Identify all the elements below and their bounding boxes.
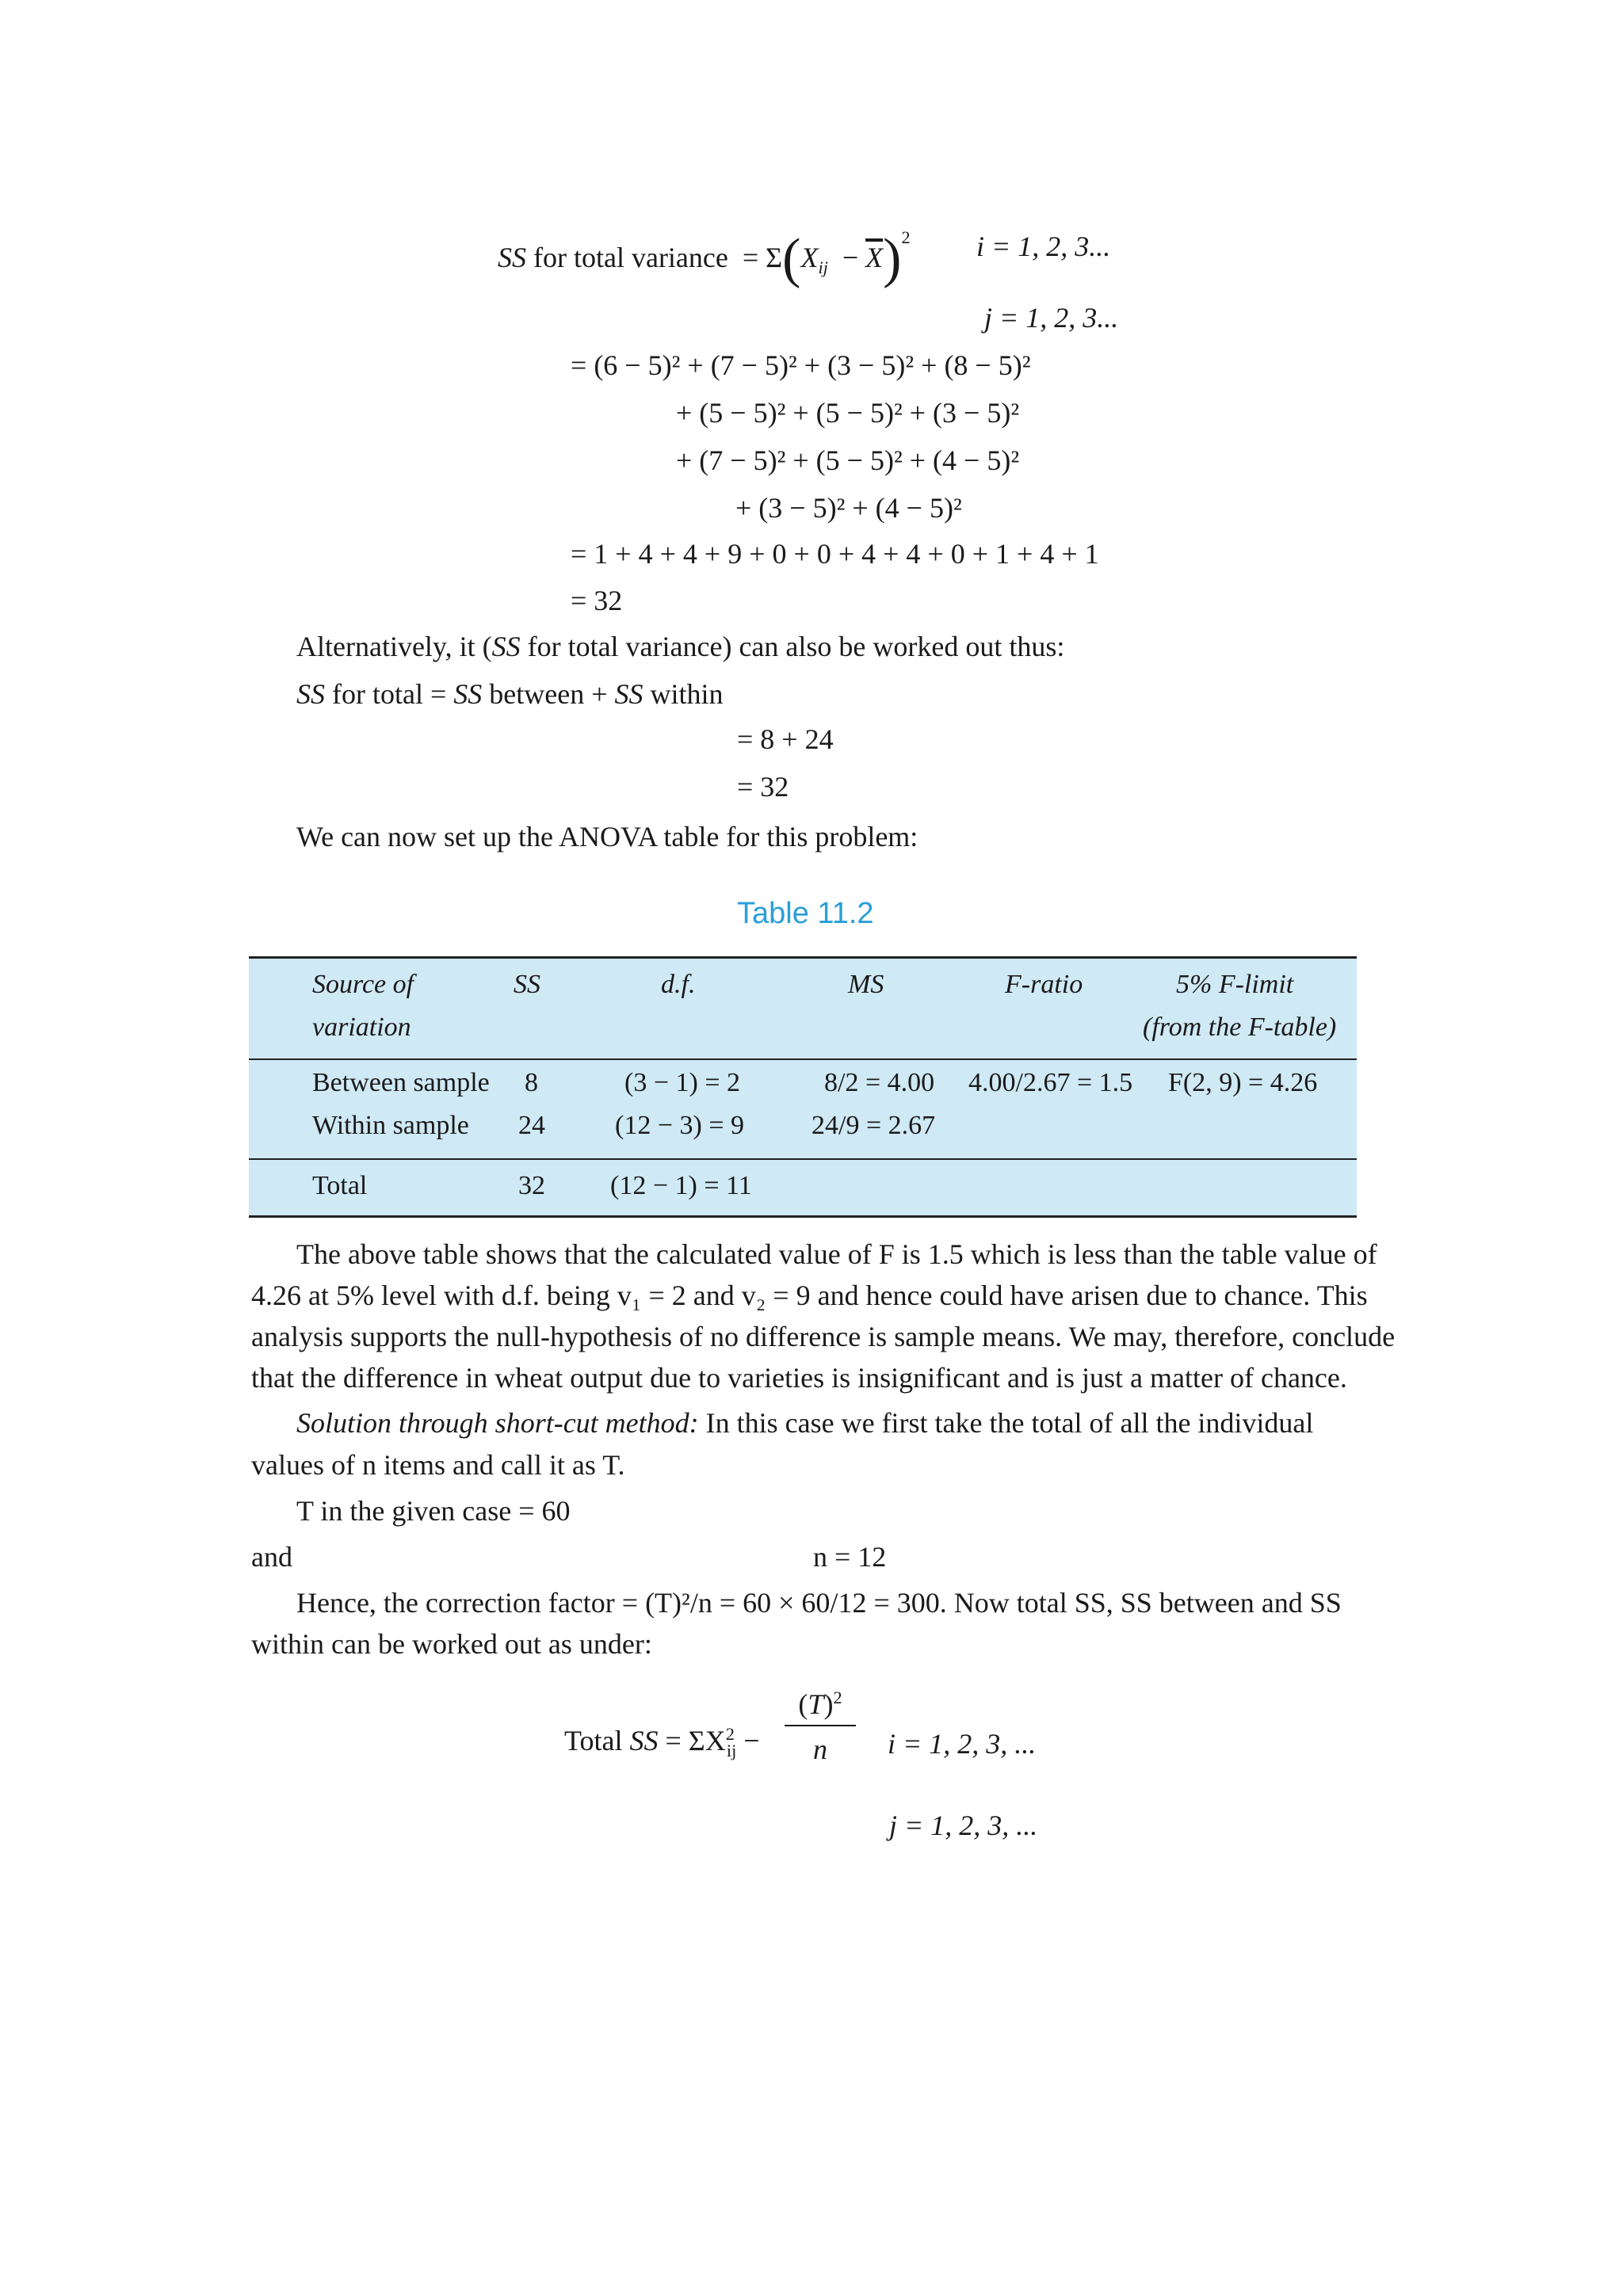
expansion-line-1: = (6 − 5)² + (7 − 5)² + (3 − 5)² + (8 − 5)² <box>571 349 1031 381</box>
and-label: and <box>251 1541 292 1573</box>
total-df: (12 − 1) = 11 <box>610 1171 752 1200</box>
expansion-line-3: + (7 − 5)² + (5 − 5)² + (4 − 5)² <box>676 444 1020 476</box>
row-2-df: (12 − 3) = 9 <box>615 1111 744 1140</box>
row-2-ms: 24/9 = 2.67 <box>812 1111 936 1140</box>
ss-symbol: SS <box>498 242 526 273</box>
total-source: Total <box>312 1171 368 1200</box>
total-variance-formula: SS for total variance = $\Sigma(X_{ij} - \overline{X})^2$ <box>498 227 911 289</box>
row-1-f-ratio: 4.00/2.67 = 1.5 <box>968 1068 1133 1097</box>
formula-label: for total variance <box>533 242 728 273</box>
para1-line2: 4.26 at 5% level with d.f. being v₁ = 2 and v₂ = 9 and hence could have arisen due to chance. This <box>251 1280 1368 1311</box>
para2-line1: Solution through short-cut method: In this case we first take the total of all the individual <box>296 1407 1314 1439</box>
row-2-source: Within sample <box>312 1111 469 1140</box>
alternative-text: Alternatively, it (SS for total variance) can also be worked out thus: <box>296 631 1065 662</box>
j-range: j = 1, 2, 3... <box>984 302 1119 334</box>
header-df: d.f. <box>661 970 696 999</box>
alternative-step-2: = 32 <box>737 771 789 803</box>
row-1-df: (3 − 1) = 2 <box>624 1068 740 1097</box>
para1-line1: The above table shows that the calculated value of F is 1.5 which is less than the table value of <box>296 1238 1377 1270</box>
t-value: T in the given case = 60 <box>296 1495 571 1527</box>
table-header-row <box>249 959 1357 1060</box>
para3-line1: Hence, the correction factor = (T)²/n = 60 × 60/12 = 300. Now total SS, SS between and SS <box>296 1587 1342 1619</box>
row-1-source: Between sample <box>312 1068 490 1097</box>
table-title: Table 11.2 <box>737 897 874 930</box>
header-f-limit-2: (from the F-table) <box>1143 1013 1337 1042</box>
para1-line3: analysis supports the null-hypothesis of no difference is sample means. We may, therefore, conclude <box>251 1321 1396 1352</box>
expansion-line-4: + (3 − 5)² + (4 − 5)² <box>735 492 962 524</box>
big-paren-close: ) <box>883 228 902 289</box>
header-ss: SS <box>514 970 540 999</box>
header-f-ratio: F-ratio <box>1005 970 1083 999</box>
total-ss-j-range: j = 1, 2, 3, ... <box>889 1810 1038 1841</box>
table-total-row <box>249 1160 1357 1215</box>
table-body <box>249 1060 1357 1160</box>
para3-line2: within can be worked out as under: <box>251 1628 652 1660</box>
total-ss-formula: Total SS = $\Sigma X^2_{ij}$ − <box>564 1724 760 1761</box>
n-value: n = 12 <box>813 1541 887 1573</box>
short-cut-heading: Solution through short-cut method: <box>296 1407 699 1439</box>
expansion-line-6: = 32 <box>571 585 623 616</box>
para1-line4: that the difference in wheat output due to varieties is insignificant and is just a matter of chance. <box>251 1362 1347 1394</box>
anova-intro: We can now set up the ANOVA table for this problem: <box>296 821 918 852</box>
correction-fraction: $(T)^2$ n <box>785 1688 856 1767</box>
total-ss: 32 <box>518 1171 545 1200</box>
big-paren-open: ( <box>782 228 801 289</box>
row-1-ms: 8/2 = 4.00 <box>824 1068 935 1097</box>
alternative-step-1: = 8 + 24 <box>737 723 834 755</box>
grand-mean-symbol: $\overline{X}$ <box>865 238 883 273</box>
para2-line2: values of n items and call it as T. <box>251 1449 625 1481</box>
alternative-equation: SS for total = SS between + SS within <box>296 678 724 710</box>
header-source-1: Source of <box>312 970 414 999</box>
expansion-line-5: = 1 + 4 + 4 + 9 + 0 + 0 + 4 + 4 + 0 + 1 + 4 + 1 <box>571 538 1099 570</box>
anova-table <box>249 956 1357 1218</box>
row-1-f-limit: F(2, 9) = 4.26 <box>1168 1068 1318 1097</box>
expansion-line-2: + (5 − 5)² + (5 − 5)² + (3 − 5)² <box>676 397 1020 429</box>
header-source-2: variation <box>312 1013 411 1042</box>
fraction-bar <box>785 1725 856 1726</box>
i-range: i = 1, 2, 3... <box>976 231 1111 262</box>
header-ms: MS <box>848 970 884 999</box>
row-1-ss: 8 <box>525 1068 538 1097</box>
header-f-limit-1: 5% F-limit <box>1176 970 1294 999</box>
total-ss-i-range: i = 1, 2, 3, ... <box>888 1728 1037 1760</box>
row-2-ss: 24 <box>518 1111 545 1140</box>
